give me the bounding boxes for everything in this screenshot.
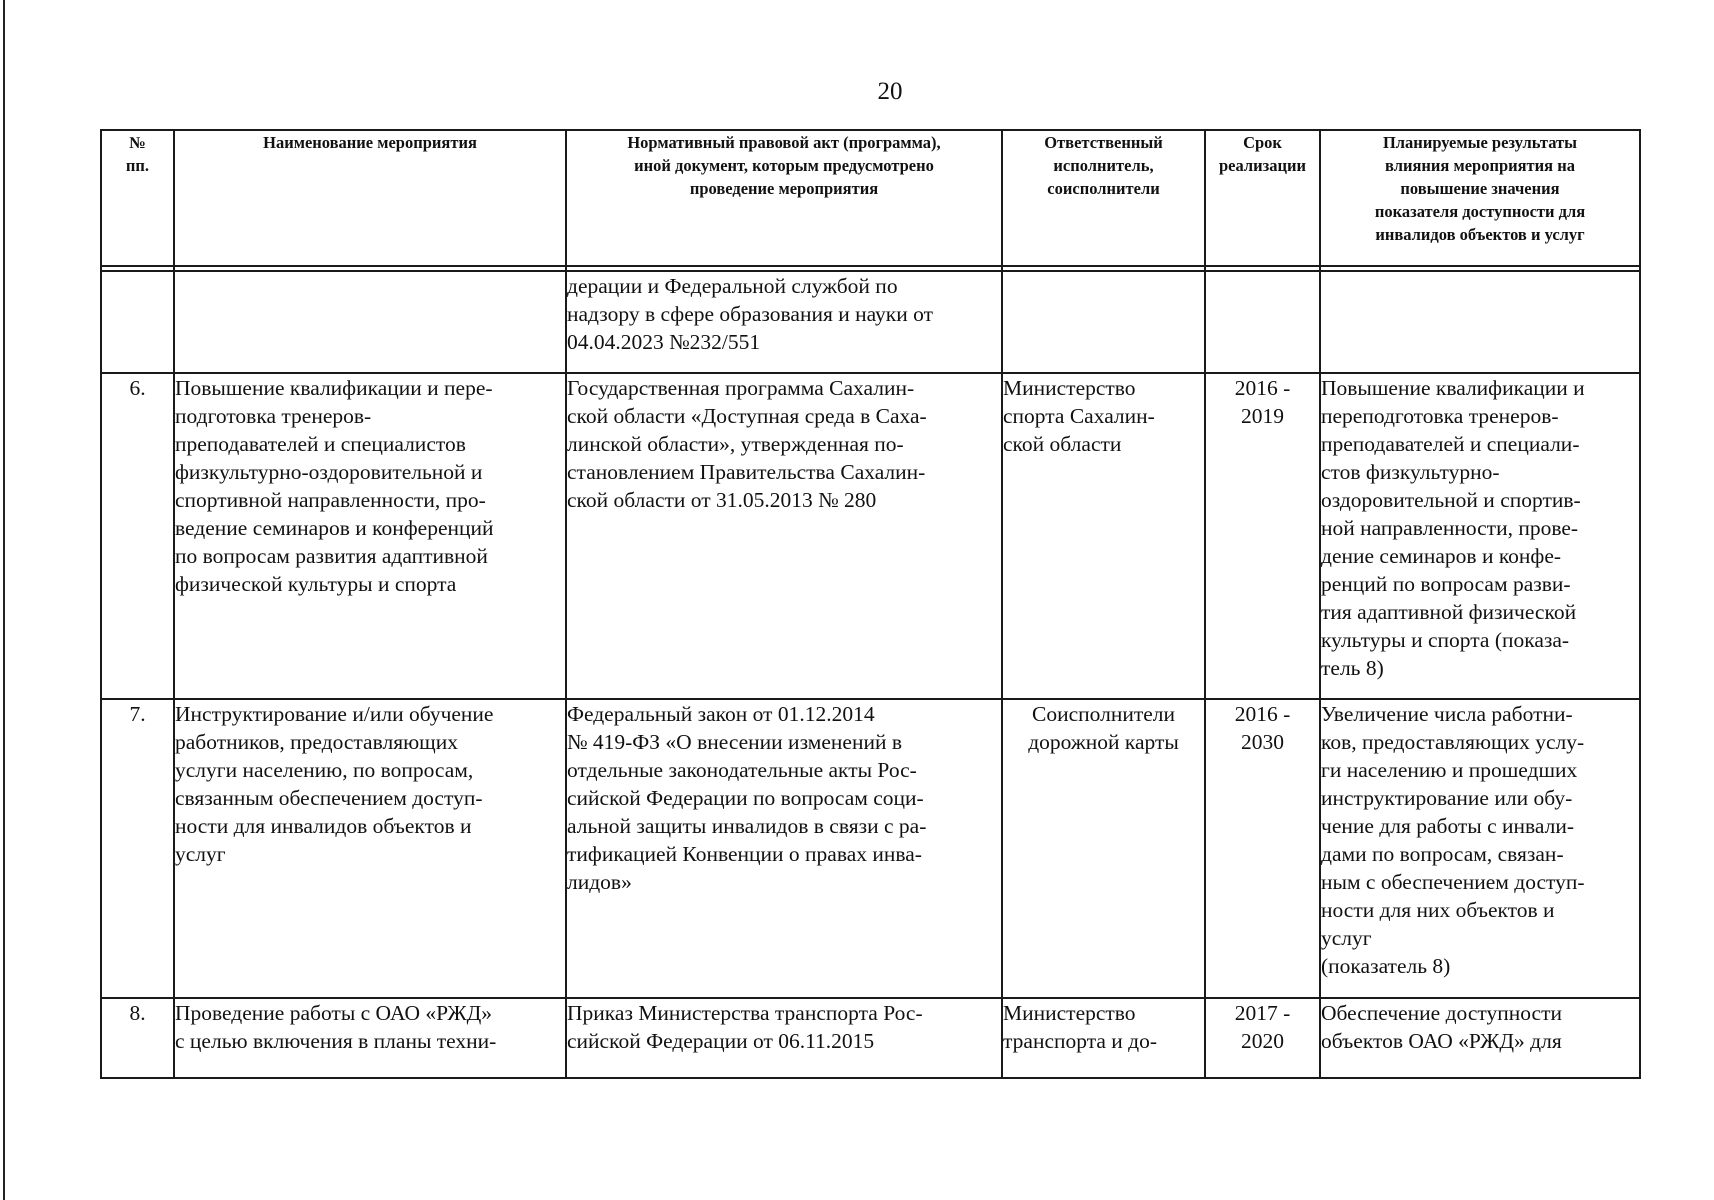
row-act: дерации и Федеральной службой по надзору в сфере образования и науки от 04.04.2023 №232/551 [566, 271, 1002, 373]
row-responsible: Соисполнители дорожной карты [1002, 699, 1205, 998]
row-responsible [1002, 271, 1205, 373]
row-num: 6. [101, 373, 174, 699]
row-num: 7. [101, 699, 174, 998]
row-term: 2016 - 2019 [1205, 373, 1320, 699]
row-results: Повышение квалификации и переподготовка тренеров- преподавателей и специали- стов физкультурно- оздоровительной и спортив- ной направленности, прове- дение семинаров и конфе- ренций по вопросам разви- тия адаптивной физической культуры и спорта (показа- тель 8) [1320, 373, 1640, 699]
row-term: 2017 - 2020 [1205, 998, 1320, 1078]
table-row [101, 373, 1640, 699]
header-num: № пп. [101, 130, 174, 266]
table-header-row [101, 130, 1640, 266]
row-responsible: Министерство спорта Сахалин- ской области [1002, 373, 1205, 699]
row-results: Обеспечение доступности объектов ОАО «РЖД» для [1320, 998, 1640, 1078]
table-row [101, 699, 1640, 998]
header-name: Наименование мероприятия [174, 130, 566, 266]
row-term [1205, 271, 1320, 373]
page-number: 20 [877, 78, 903, 105]
row-results: Увеличение числа работни- ков, предоставляющих услу- ги населению и прошедших инструктирование или обу- чение для работы с инвали- дами по вопросам, связан- ным с обеспечением доступ- ности для них объектов и услуг (показатель 8) [1320, 699, 1640, 998]
row-act: Приказ Министерства транспорта Рос- сийской Федерации от 06.11.2015 [566, 998, 1002, 1078]
table-row [101, 271, 1640, 373]
row-term: 2016 - 2030 [1205, 699, 1320, 998]
row-name: Проведение работы с ОАО «РЖД» с целью включения в планы техни- [174, 998, 566, 1078]
table-row [101, 998, 1640, 1078]
header-responsible: Ответственный исполнитель, соисполнители [1002, 130, 1205, 266]
row-name: Повышение квалификации и пере- подготовка тренеров- преподавателей и специалистов физкультурно-оздоровительной и спортивной направленности, про- ведение семинаров и конференций по вопросам развития адаптивной физической культуры и спорта [174, 373, 566, 699]
row-act: Федеральный закон от 01.12.2014 № 419-ФЗ «О внесении изменений в отдельные законодательные акты Рос- сийской Федерации по вопросам соци- альной защиты инвалидов в связи с ра- тификацией Конвенции о правах инва- лидов» [566, 699, 1002, 998]
header-results: Планируемые результаты влияния мероприятия на повышение значения показателя доступности для инвалидов объектов и услуг [1320, 130, 1640, 266]
row-name [174, 271, 566, 373]
row-act: Государственная программа Сахалин- ской области «Доступная среда в Саха- линской области», утвержденная по- становлением Правительства Сахалин- ской области от 31.05.2013 № 280 [566, 373, 1002, 699]
row-responsible: Министерство транспорта и до- [1002, 998, 1205, 1078]
row-num: 8. [101, 998, 174, 1078]
header-act: Нормативный правовой акт (программа), иной документ, которым предусмотрено проведение мероприятия [566, 130, 1002, 266]
row-results [1320, 271, 1640, 373]
measures-table [100, 129, 1641, 1079]
row-num [101, 271, 174, 373]
header-term: Срок реализации [1205, 130, 1320, 266]
page-edge-line [3, 0, 5, 1200]
row-name: Инструктирование и/или обучение работников, предоставляющих услуги населению, по вопросам, связанным обеспечением доступ- ности для инвалидов объектов и услуг [174, 699, 566, 998]
